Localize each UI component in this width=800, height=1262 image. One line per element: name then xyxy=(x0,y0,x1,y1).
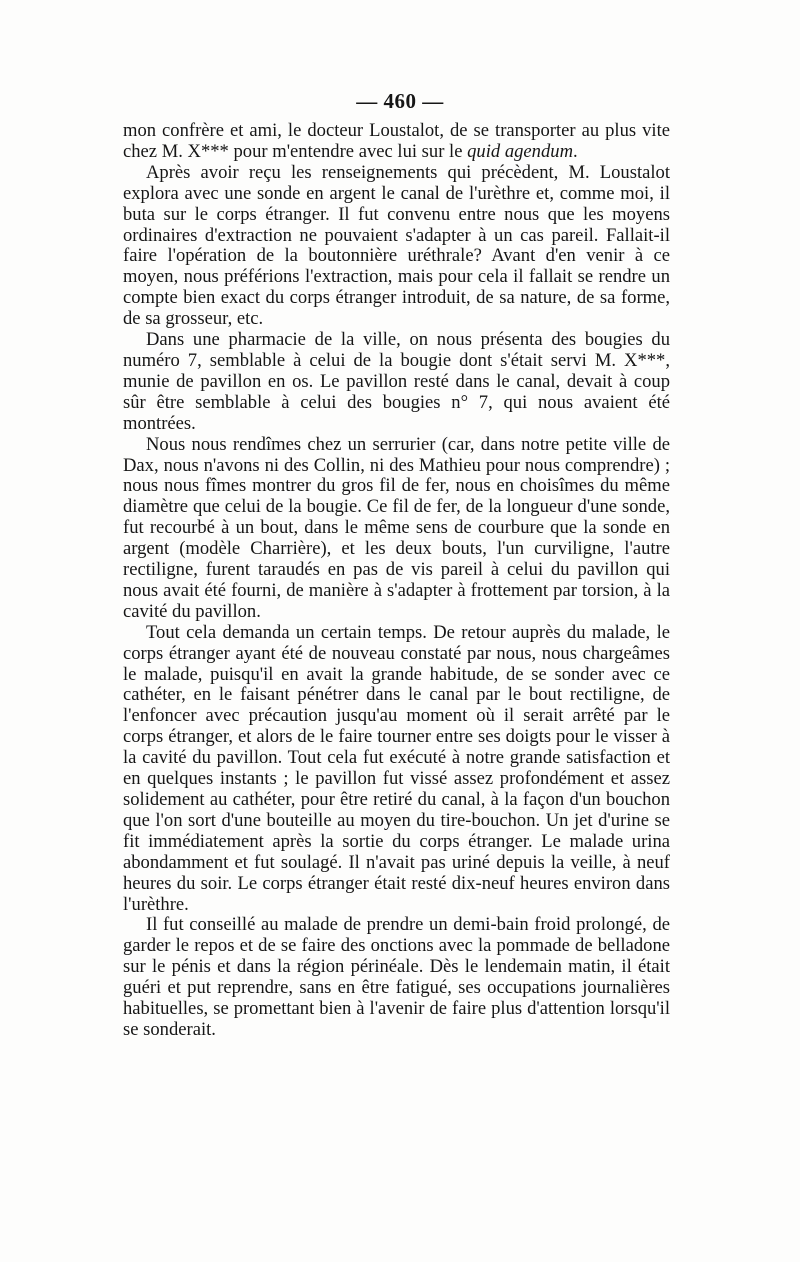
paragraph-2: Après avoir reçu les renseignements qui précèdent, M. Loustalot explora avec une sonde en argent le canal de l'urèthre et, comme moi, il buta sur le corps étranger. Il fut convenu entre nous que les moyens ordinaires d'extraction ne pouvaient s'adapter à un cas pareil. Fallait-il faire l'opération de la boutonnière uréthrale? Avant d'en venir à ce moyen, nous préférions l'extraction, mais pour cela il fallait se rendre un compte bien exact du corps étranger introduit, de sa nature, de sa forme, de sa grosseur, etc. xyxy=(123,161,670,330)
paragraph-4: Nous nous rendîmes chez un serrurier (car, dans notre petite ville de Dax, nous n'avons ni des Collin, ni des Mathieu pour nous comprendre) ; nous nous fîmes montrer du gros fil de fer, nous en choisîmes du même diamètre que celui de la bougie. Ce fil de fer, de la longueur d'une sonde, fut recourbé à un bout, dans le même sens de courbure que la sonde en argent (modèle Charrière), et les deux bouts, l'un curviligne, l'autre rectiligne, furent taraudés en pas de vis pareil à celui du pavillon qui nous avait été fourni, de manière à s'adapter à frottement par torsion, à la cavité du pavillon. xyxy=(123,433,670,622)
body-text xyxy=(123,121,670,1041)
paragraph-5: Tout cela demanda un certain temps. De retour auprès du malade, le corps étranger ayant été de nouveau constaté par nous, nous chargeâmes le malade, puisqu'il en avait la grande habitude, de se sonder avec ce cathéter, en le faisant pénétrer dans le canal par le bout rectiligne, de l'enfoncer avec précaution jusqu'au moment où il serait arrêté par le corps étranger, et alors de le faire tourner entre ses doigts pour le visser à la cavité du pavillon. Tout cela fut exécuté à notre grande satisfaction et en quelques instants ; le pavillon fut vissé assez profondément et assez solidement au cathéter, pour être retiré du canal, à la façon d'un bouchon que l'on sort d'une bouteille au moyen du tire-bouchon. Un jet d'urine se fit immédiatement après la sortie du corps étranger. Le malade urina abondamment et fut soulagé. Il n'avait pas uriné depuis la veille, à neuf heures du soir. Le corps étranger était resté dix-neuf heures environ dans l'urèthre. xyxy=(123,621,670,915)
paragraph-1 xyxy=(123,121,670,163)
paragraph-1-end: . xyxy=(573,140,578,162)
paragraph-6: Il fut conseillé au malade de prendre un demi-bain froid prolongé, de garder le repos et de se faire des onctions avec la pommade de belladone sur le pénis et dans la région périnéale. Dès le lendemain matin, il était guéri et put reprendre, sans en être fatigué, ses occupations journalières habituelles, se promettant bien à l'avenir de faire plus d'attention lorsqu'il se sonderait. xyxy=(123,914,670,1040)
paragraph-1-italic-phrase: quid agendum xyxy=(467,140,573,162)
paragraph-3: Dans une pharmacie de la ville, on nous présenta des bougies du numéro 7, semblable à celui de la bougie dont s'était servi M. X***, munie de pavillon en os. Le pavillon resté dans le canal, devait à coup sûr être semblable à celui des bougies n° 7, qui nous avaient été montrées. xyxy=(123,329,670,434)
paragraph-1-text: mon confrère et ami, le docteur Loustalot, de se transporter au plus vite chez M. X*** pour m'entendre avec lui sur le xyxy=(123,120,670,162)
page-number: — 460 — xyxy=(356,89,444,113)
